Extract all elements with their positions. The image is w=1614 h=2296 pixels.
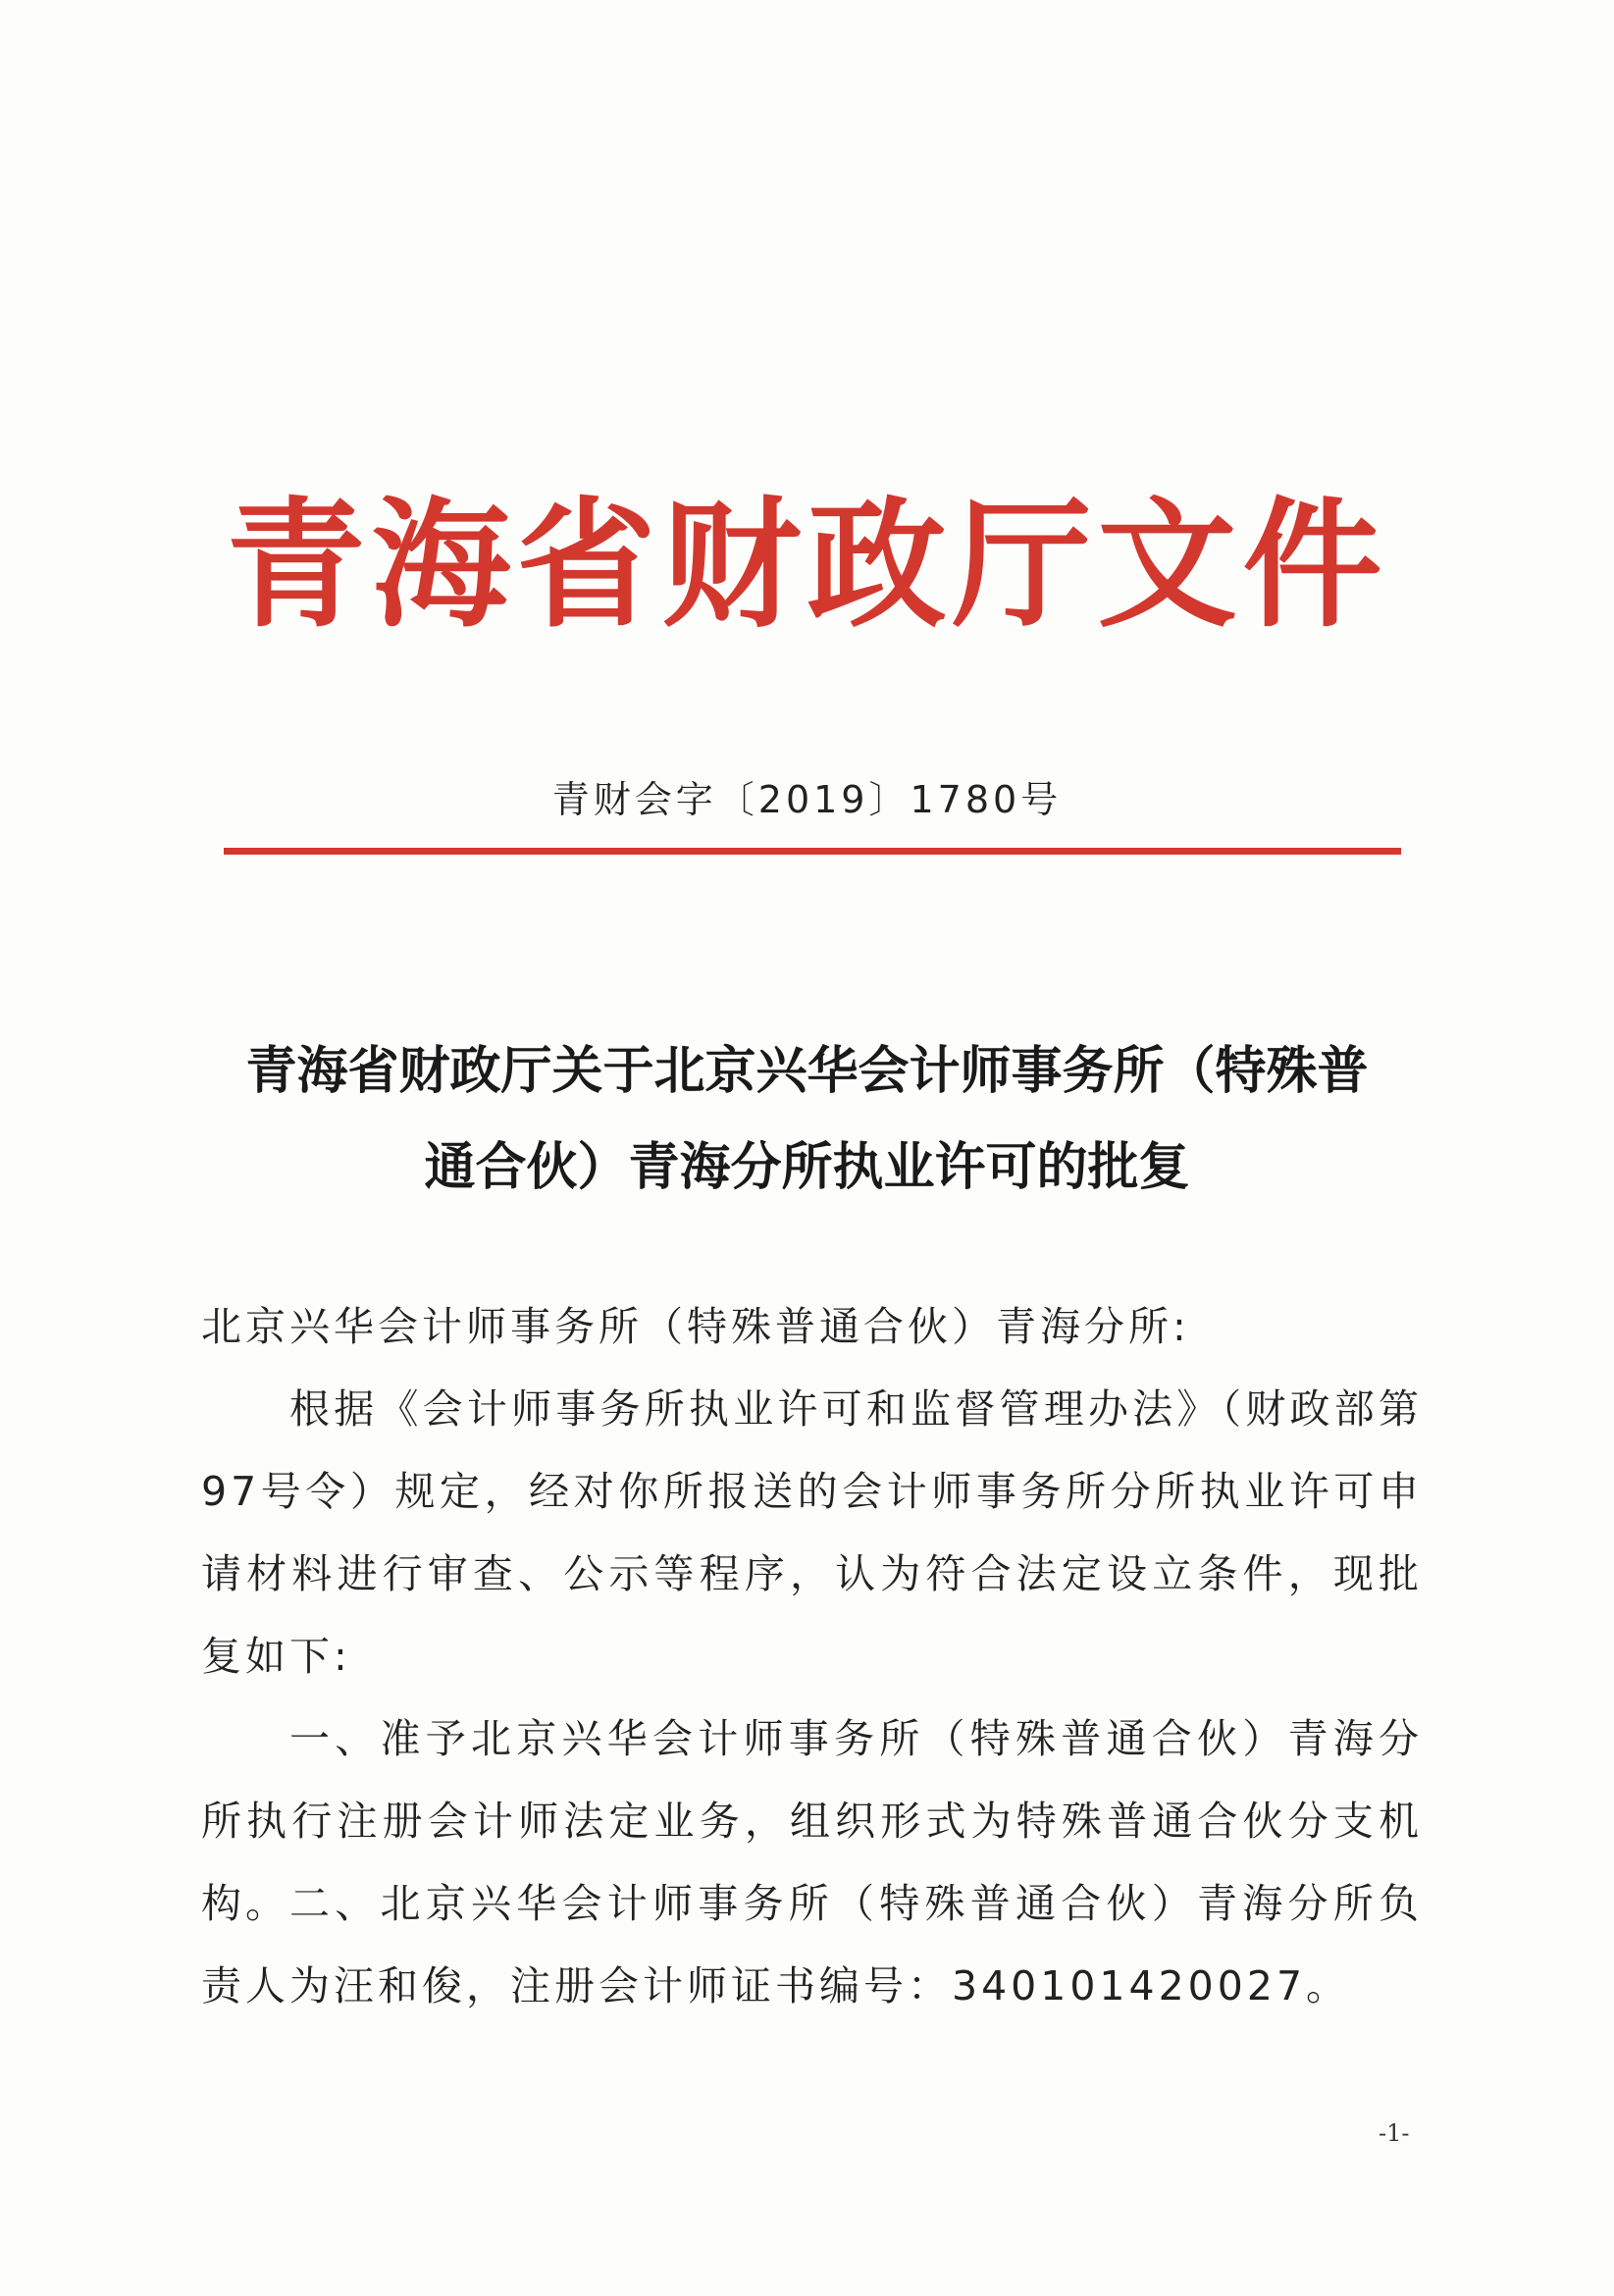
- paragraph-item-2: 二、北京兴华会计师事务所（特殊普通合伙）青海分所负责人为汪和俊，注册会计师证书编号：340101420027。: [201, 1880, 1423, 2009]
- paragraph-basis: 根据《会计师事务所执业许可和监督管理办法》（财政部第97号令）规定，经对你所报送的会计师事务所分所执业许可申请材料进行审查、公示等程序，认为符合法定设立条件，现批复如下:: [201, 1385, 1423, 1680]
- document-number: 青财会字〔2019〕1780号: [551, 778, 1063, 821]
- letterhead-title: 青海省财政厅文件: [226, 484, 1388, 647]
- page-number: -1-: [1379, 2119, 1410, 2147]
- paragraph-item-1: 一、准予北京兴华会计师事务所（特殊普通合伙）青海分所执行注册会计师法定业务，组织形式为特殊普通合伙分支机构。: [201, 1715, 1423, 1927]
- document-title: 青海省财政厅关于北京兴华会计师事务所（特殊普通合伙）青海分所执业许可的批复: [245, 1042, 1369, 1197]
- red-divider: [224, 848, 1401, 855]
- salutation: 北京兴华会计师事务所（特殊普通合伙）青海分所:: [201, 1303, 1190, 1350]
